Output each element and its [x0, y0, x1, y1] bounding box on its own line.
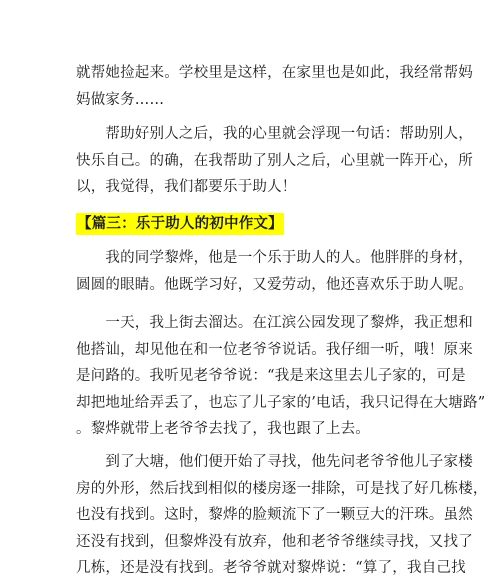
text-line: 却把地址给弄丢了，也忘了儿子家的’电话，我只记得在大塘路”	[76, 394, 486, 411]
section-heading: 【篇三：乐于助人的初中作文】	[76, 213, 284, 235]
text-line: 他搭讪，却见他在和一位老爷爷说话。我仔细一听，哦！原来	[76, 341, 473, 358]
text-line: 还没有找到，但黎烨没有放弃，他和老爷爷继续寻找，又找了	[76, 533, 473, 550]
paragraph-conclusion	[76, 121, 473, 201]
paragraph-search	[76, 449, 488, 582]
text-line: 是问路的。我听见老爷爷说：“我是来这里去儿子家的，可是	[76, 368, 466, 384]
text-line: 以，我觉得，我们都要乐于助人！	[76, 179, 297, 195]
text-line: 就帮她捡起来。学校里是这样，在家里也是如此，我经常帮妈	[76, 65, 473, 81]
text-line: 快乐自己。的确，在我帮助了别人之后，心里就一阵开心，所	[76, 152, 473, 169]
text-line: 帮助好别人之后，我的心里就会浮现一句话：帮助别人，	[76, 126, 473, 142]
text-line: 也没有找到。这时，黎烨的脸颊流下了一颗豆大的汗珠。虽然	[76, 507, 473, 523]
text-line: 妈做家务……	[76, 91, 165, 108]
paragraph-story	[76, 310, 486, 443]
text-line: 房的外形，然后找到相似的楼房逐一排除，可是找了好几栋楼，	[76, 480, 488, 497]
text-line: 圆圆的眼睛。他既学习好，又爱劳动，他还喜欢乐于助人呢。	[76, 276, 473, 293]
paragraph-intro	[76, 245, 473, 298]
text-line: 我的同学黎烨，他是一个乐于助人的人。他胖胖的身材，	[76, 250, 473, 266]
paragraph-continuation	[76, 60, 473, 113]
text-line: 几栋，还是没有找到。老爷爷就对黎烨说：“算了，我自己找	[76, 560, 466, 576]
text-line: 。黎烨就带上老爷爷去找了，我也跟了上去。	[76, 421, 370, 437]
text-line: 到了大塘，他们便开始了寻找，他先问老爷爷他儿子家楼	[76, 454, 473, 470]
text-line: 一天，我上街去溜达。在江滨公园发现了黎烨，我正想和	[76, 315, 473, 331]
